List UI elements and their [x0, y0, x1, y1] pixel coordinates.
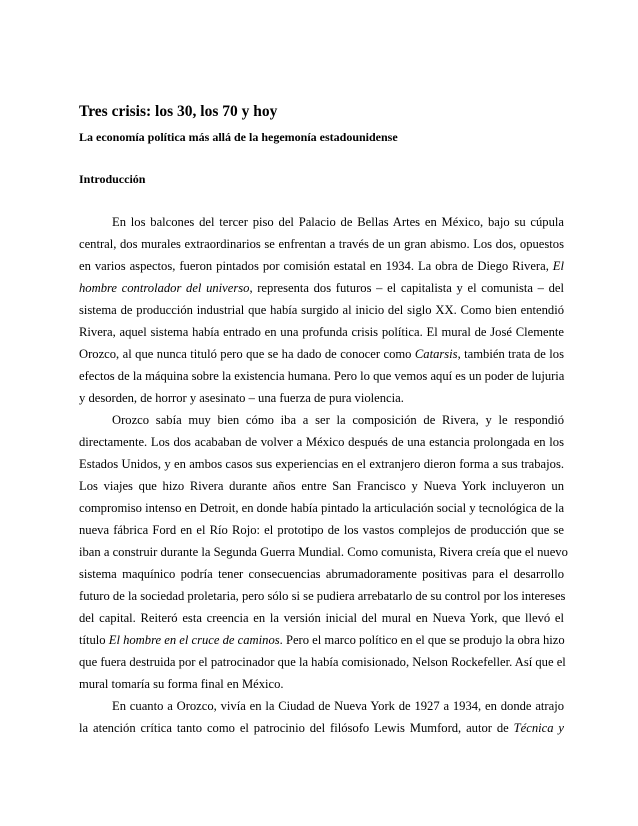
text-segment: sistema de producción industrial que había surgido al inicio del siglo XX. Como bien entendió	[79, 303, 564, 317]
text-segment: título	[79, 633, 109, 647]
text-segment: la atención crítica tanto como el patrocinio del filósofo Lewis Mumford, autor de	[79, 721, 514, 735]
text-segment: Rivera, aquel sistema había entrado en una profunda crisis política. El mural de José Clemente	[79, 325, 564, 339]
text-line	[79, 519, 564, 541]
text-line	[79, 453, 564, 475]
italic-title-text: Catarsis	[414, 347, 458, 361]
text-line	[79, 431, 564, 453]
text-segment: , representa dos futuros – el capitalista y el comunista – del	[249, 281, 564, 295]
section-heading: Introducción	[79, 172, 146, 186]
text-line	[79, 255, 564, 277]
document-subtitle: La economía política más allá de la hegemonía estadounidense	[79, 130, 398, 144]
text-segment: compromiso intenso en Detroit, en donde había pintado la articulación social y tecnológica de la	[79, 501, 565, 515]
italic-title-text: Técnica y	[513, 721, 565, 735]
text-segment: mural tomaría su forma final en México.	[79, 677, 284, 691]
body-text	[79, 211, 568, 739]
text-segment: En los balcones del tercer piso del Palacio de Bellas Artes en México, bajo su cúpula	[112, 215, 564, 229]
text-line	[79, 321, 564, 343]
text-segment: . Pero el marco político en el que se produjo la obra hizo	[279, 633, 565, 647]
text-line	[79, 563, 564, 585]
text-segment: central, dos murales extraordinarios se enfrentan a través de un gran abismo. Los dos, opuestos	[79, 237, 564, 251]
text-line	[79, 629, 564, 651]
italic-title-text: El hombre en el cruce de caminos	[108, 633, 280, 647]
text-line	[79, 409, 564, 431]
text-line	[79, 233, 564, 255]
text-segment: Estados Unidos, y en ambos casos sus experiencias en el extranjero dieron forma a sus trabajos.	[79, 457, 564, 471]
text-line	[79, 277, 564, 299]
text-line	[79, 717, 564, 739]
text-line	[79, 343, 564, 365]
text-segment: Orozco sabía muy bien cómo iba a ser la composición de Rivera, y le respondió	[112, 413, 564, 427]
text-segment: , también trata de los	[457, 347, 564, 361]
text-line	[79, 365, 564, 387]
text-line	[79, 497, 564, 519]
text-line	[79, 673, 564, 695]
text-line	[79, 607, 564, 629]
italic-title-text: El	[552, 259, 564, 273]
text-segment: que fuera destruida por el patrocinador que la había comisionado, Nelson Rockefeller. Así que el	[79, 655, 566, 669]
text-segment: futuro de la sociedad proletaria, pero sólo si se pudiera arrebatarlo de su control por los intereses	[79, 589, 566, 603]
text-segment: y desorden, de horror y asesinato – una fuerza de pura violencia.	[79, 391, 404, 405]
text-line	[79, 299, 564, 321]
text-segment: del capital. Reiteró esta creencia en la versión inicial del mural en Nueva York, que llevó el	[79, 611, 564, 625]
text-line	[79, 585, 564, 607]
italic-title-text: hombre controlador del universo	[79, 281, 250, 295]
document-title: Tres crisis: los 30, los 70 y hoy	[79, 103, 278, 120]
text-line	[79, 695, 564, 717]
text-line	[79, 211, 564, 233]
text-line	[79, 651, 564, 673]
text-segment: directamente. Los dos acababan de volver a México después de una estancia prolongada en los	[79, 435, 564, 449]
text-segment: iban a construir durante la Segunda Guerra Mundial. Como comunista, Rivera creía que el nuevo	[79, 545, 568, 559]
text-segment: Orozco, al que nunca tituló pero que se ha dado de conocer como	[79, 347, 415, 361]
text-line	[79, 541, 568, 563]
text-segment: En cuanto a Orozco, vivía en la Ciudad de Nueva York de 1927 a 1934, en donde atrajo	[112, 699, 564, 713]
text-segment: nueva fábrica Ford en el Río Rojo: el prototipo de los vastos complejos de producción que se	[79, 523, 564, 537]
text-segment: en varios aspectos, fueron pintados por comisión estatal en 1934. La obra de Diego Rivera,	[79, 259, 553, 273]
document-page	[79, 103, 568, 739]
text-segment: efectos de la máquina sobre la existencia humana. Pero lo que vemos aquí es un poder de lujuria	[79, 369, 565, 383]
text-line	[79, 475, 564, 497]
text-segment: Los viajes que hizo Rivera durante años entre San Francisco y Nueva York incluyeron un	[79, 479, 564, 493]
text-segment: sistema maquínico podría tener consecuencias abrumadoramente positivas para el desarrollo	[79, 567, 564, 581]
text-line	[79, 387, 564, 409]
